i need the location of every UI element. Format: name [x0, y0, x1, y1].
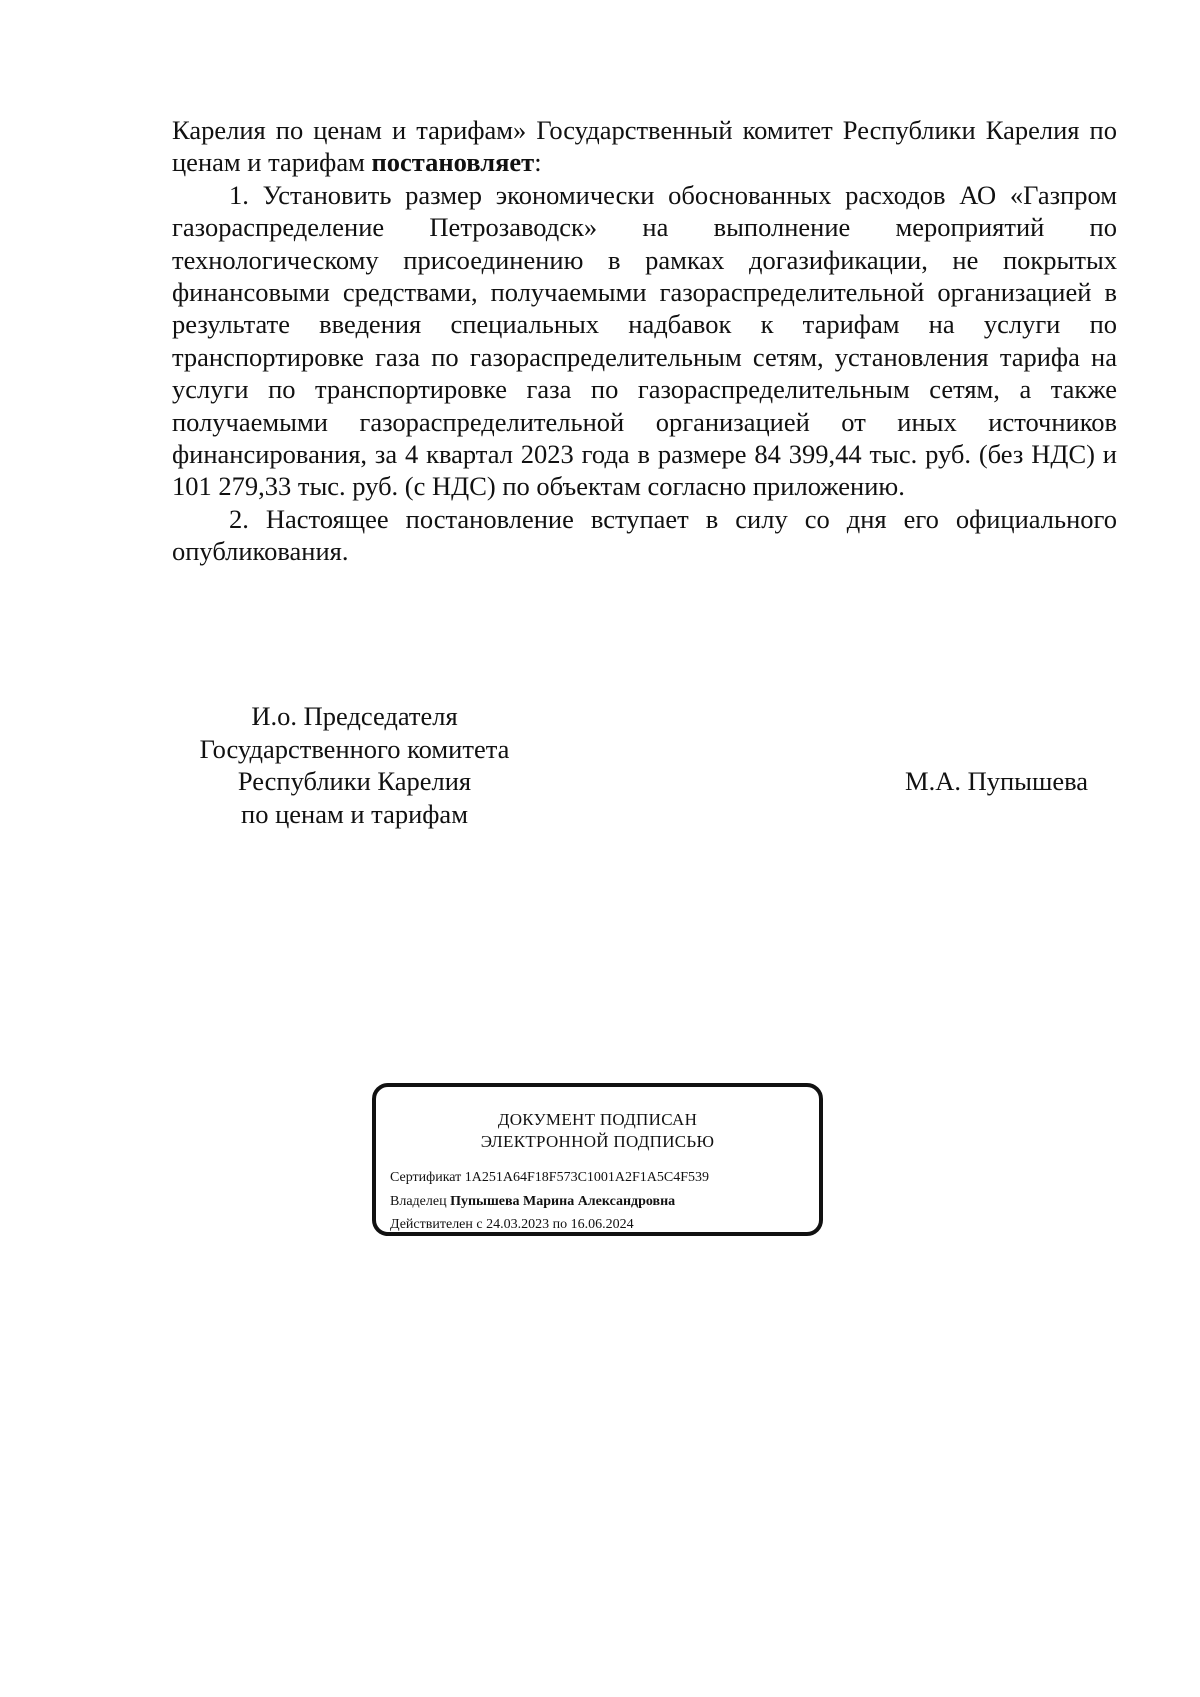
certificate-value: 1A251A64F18F573C1001A2F1A5C4F539	[464, 1170, 710, 1185]
stamp-title-line: ДОКУМЕНТ ПОДПИСАН	[497, 1110, 698, 1129]
intro-bold-word: постановляет	[371, 147, 535, 178]
position-line: И.о. Председателя	[251, 701, 458, 731]
position-line: Государственного комитета	[199, 733, 510, 764]
valid-to-word: по	[552, 1217, 568, 1232]
intro-end: :	[534, 147, 542, 178]
owner-value: Пупышева Марина Александровна	[450, 1193, 676, 1209]
valid-label: Действителен	[390, 1217, 473, 1232]
valid-from-word: с	[476, 1217, 483, 1232]
item-2-paragraph: 2. Настоящее постановление вступает в силу со дня его официального опубликования.	[172, 503, 1117, 567]
resolution-body	[172, 114, 1117, 568]
stamp-title-line: ЭЛЕКТРОННОЙ ПОДПИСЬЮ	[480, 1132, 715, 1151]
position-line: Республики Карелия	[237, 766, 472, 796]
valid-from-date: 24.03.2023	[486, 1217, 550, 1232]
stamp-details	[390, 1166, 709, 1237]
intro-text: Карелия по ценам и тарифам» Государственный комитет Республики Карелия по ценам и тарифам	[172, 115, 1117, 178]
stamp-certificate-line	[390, 1166, 709, 1190]
certificate-label: Сертификат	[390, 1170, 462, 1185]
signer-name: М.А. Пупышева	[905, 766, 1089, 796]
stamp-title	[376, 1109, 819, 1153]
item-1-paragraph: 1. Установить размер экономически обоснованных расходов АО «Газпром газораспределение Петрозаводск» на выполнение мероприятий по технологическому присоединению в рамках догазификации, не покрытых финансовыми средствами, получаемыми газораспределительной организацией в результате введения специальных надбавок к тарифам на услуги по транспортировке газа по газораспределительным сетям, установления тарифа на услуги по транспортировке газа по газораспределительным сетям, а также получаемыми газораспределительной организацией от иных источников финансирования, за 4 квартал 2023 года в размере 84 399,44 тыс. руб. (без НДС) и 101 279,33 тыс. руб. (с НДС) по объектам согласно приложению.	[172, 179, 1117, 502]
position-line: по ценам и тарифам	[241, 798, 468, 829]
signatory-position	[182, 700, 527, 830]
electronic-signature-stamp	[372, 1083, 823, 1236]
intro-paragraph	[172, 114, 1117, 179]
stamp-validity-line	[390, 1213, 709, 1237]
owner-label: Владелец	[390, 1193, 447, 1209]
valid-to-date: 16.06.2024	[570, 1217, 634, 1232]
stamp-owner-line	[390, 1190, 709, 1214]
